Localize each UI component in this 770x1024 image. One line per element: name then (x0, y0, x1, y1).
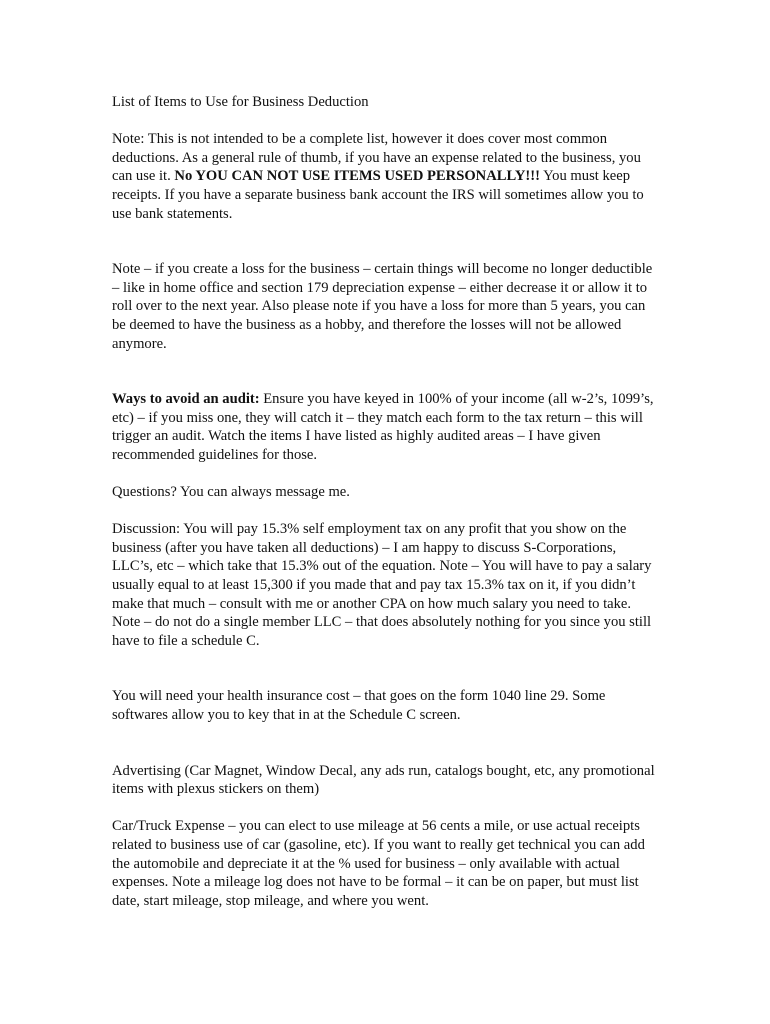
loss-note-paragraph: Note – if you create a loss for the business – certain things will become no longer deductible – like in home office and section 179 depreciation expense – either decrease it or allow it to roll over to the next year. Also please note if you have a loss for more than 5 years, you can be deemed to have the business as a hobby, and therefore the losses will not be allowed anymore. (112, 261, 653, 352)
note-text-after: You must keep receipts. If you have a separate business bank account the IRS will sometimes allow you to use bank statements. (112, 168, 644, 222)
note-bold-warning: No YOU CAN NOT USE ITEMS USED PERSONALLY!!! (174, 168, 540, 185)
questions-paragraph: Questions? You can always message me. (112, 484, 350, 501)
audit-heading: Ways to avoid an audit: (112, 391, 260, 408)
document-page (112, 93, 660, 910)
document-title: List of Items to Use for Business Deduction (112, 94, 369, 110)
car-truck-paragraph: Car/Truck Expense – you can elect to use mileage at 56 cents a mile, or use actual receipts related to business use of car (gasoline, etc). If you want to really get technical you can add the automobile and depreciate it at the % used for business – only available with actual expenses. Note a mileage log does not have to be formal – it can be on paper, but must list date, start mileage, stop mileage, and where you went. (112, 818, 645, 909)
audit-paragraph (112, 390, 660, 464)
discussion-paragraph: Discussion: You will pay 15.3% self employment tax on any profit that you show on the business (after you have taken all deductions) – I am happy to discuss S-Corporations, LLC’s, etc – which take that 15.3% out of the equation. Note – You will have to pay a salary usually equal to at least 15,300 if you made that and pay tax 15.3% tax on it, if you didn’t make that much – consult with me or another CPA on how much salary you need to take. Note – do not do a single member LLC – that does absolutely nothing for you since you still have to file a schedule C. (112, 521, 652, 649)
audit-text: Ensure you have keyed in 100% of your income (all w-2’s, 1099’s, etc) – if you miss one, they will catch it – they match each form to the tax return – this will trigger an audit. Watch the items I have listed as highly audited areas – I have given recommended guidelines for those. (112, 391, 654, 463)
note-paragraph (112, 130, 660, 223)
advertising-paragraph: Advertising (Car Magnet, Window Decal, any ads run, catalogs bought, etc, any promotional items with plexus stickers on them) (112, 762, 655, 798)
note-text-before: Note: This is not intended to be a complete list, however it does cover most common deductions. As a general rule of thumb, if you have an expense related to the business, you can use it. (112, 131, 641, 185)
health-insurance-paragraph: You will need your health insurance cost – that goes on the form 1040 line 29. Some softwares allow you to key that in at the Schedule C screen. (112, 688, 606, 724)
